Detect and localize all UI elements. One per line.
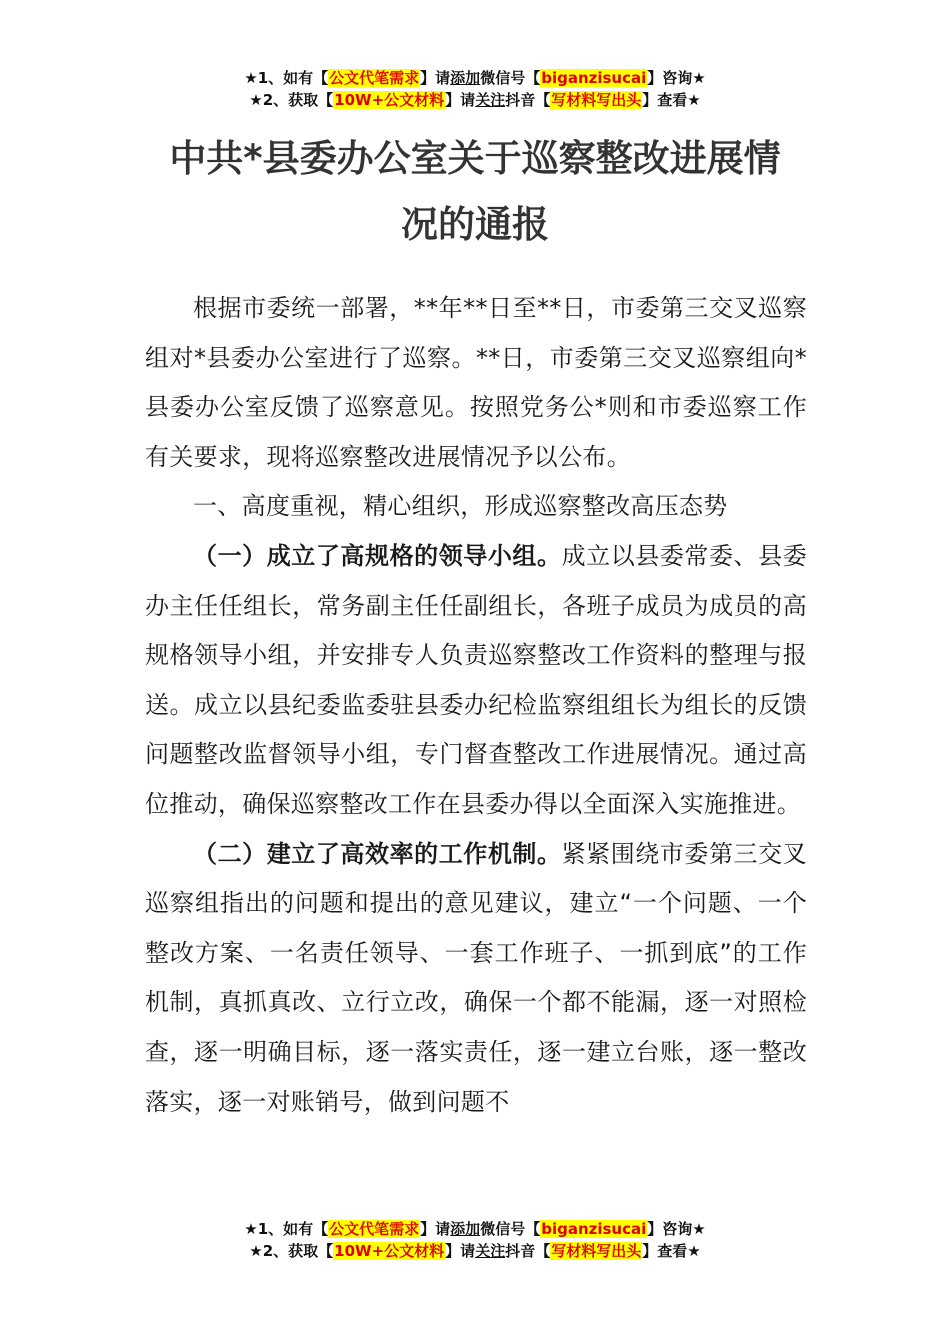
- promo-line-2: ★2、获取【10W+公文材料】请关注抖音【写材料写出头】查看★: [249, 91, 701, 109]
- intro-paragraph: 根据市委统一部署，**年**日至**日，市委第三交叉巡察组对*县委办公室进行了巡察。**日，市委第三交叉巡察组向*县委办公室反馈了巡察意见。按照党务公*则和市委巡察工作有关要求，现将巡察整改进展情况予以公布。: [145, 294, 807, 471]
- promo-line-2: ★2、获取【10W+公文材料】请关注抖音【写材料写出头】查看★: [249, 1242, 701, 1260]
- wechat-id-highlight: biganzisucai: [541, 1220, 647, 1238]
- item-paragraph-2: [145, 830, 807, 1128]
- promo-highlight: 公文代笔需求: [329, 69, 420, 87]
- star-icon: ★: [692, 1220, 706, 1238]
- star-icon: ★: [249, 91, 263, 109]
- item-lead-1: （一）成立了高规格的领导小组。: [193, 541, 562, 570]
- item-lead-2: （二）建立了高效率的工作机制。: [193, 839, 562, 868]
- star-icon: ★: [244, 69, 258, 87]
- star-icon: ★: [692, 69, 706, 87]
- document-body: [145, 284, 807, 1127]
- promo-highlight: 公文代笔需求: [329, 1220, 420, 1238]
- douyin-highlight: 写材料写出头: [551, 91, 642, 109]
- item-text-2: 紧紧围绕市委第三交叉巡察组指出的问题和提出的意见建议，建立“一个问题、一个整改方案、一名责任领导、一套工作班子、一抓到底”的工作机制，真抓真改、立行立改，确保一个都不能漏，逐一对照检查，逐一明确目标，逐一落实责任，逐一建立台账，逐一整改落实，逐一对账销号，做到问题不: [145, 839, 807, 1116]
- wechat-id-highlight: biganzisucai: [541, 69, 647, 87]
- star-icon: ★: [249, 1242, 263, 1260]
- title-line-2: 况的通报: [401, 203, 549, 246]
- footer-promo-banner: [0, 1218, 950, 1262]
- header-promo-banner: [0, 67, 950, 111]
- star-icon: ★: [687, 91, 701, 109]
- promo-highlight: 10W+公文材料: [334, 1242, 445, 1260]
- item-text-1: 成立以县委常委、县委办主任任组长，常务副主任任副组长，各班子成员为成员的高规格领导小组，并安排专人负责巡察整改工作资料的整理与报送。成立以县纪委监委驻县委办纪检监察组组长为组长的反馈问题整改监督领导小组，专门督查整改工作进展情况。通过高位推动，确保巡察整改工作在县委办得以全面深入实施推进。: [145, 541, 807, 818]
- title-line-1: 中共*县委办公室关于巡察整改进展情: [169, 137, 781, 180]
- promo-highlight: 10W+公文材料: [334, 91, 445, 109]
- document-title: [0, 126, 950, 258]
- star-icon: ★: [244, 1220, 258, 1238]
- douyin-highlight: 写材料写出头: [551, 1242, 642, 1260]
- promo-line-1: ★1、如有【公文代笔需求】请添加微信号【biganzisucai】咨询★: [244, 69, 706, 87]
- item-paragraph-1: [145, 532, 807, 830]
- star-icon: ★: [687, 1242, 701, 1260]
- section-heading: 一、高度重视，精心组织，形成巡察整改高压态势: [193, 492, 728, 521]
- promo-line-1: ★1、如有【公文代笔需求】请添加微信号【biganzisucai】咨询★: [244, 1220, 706, 1238]
